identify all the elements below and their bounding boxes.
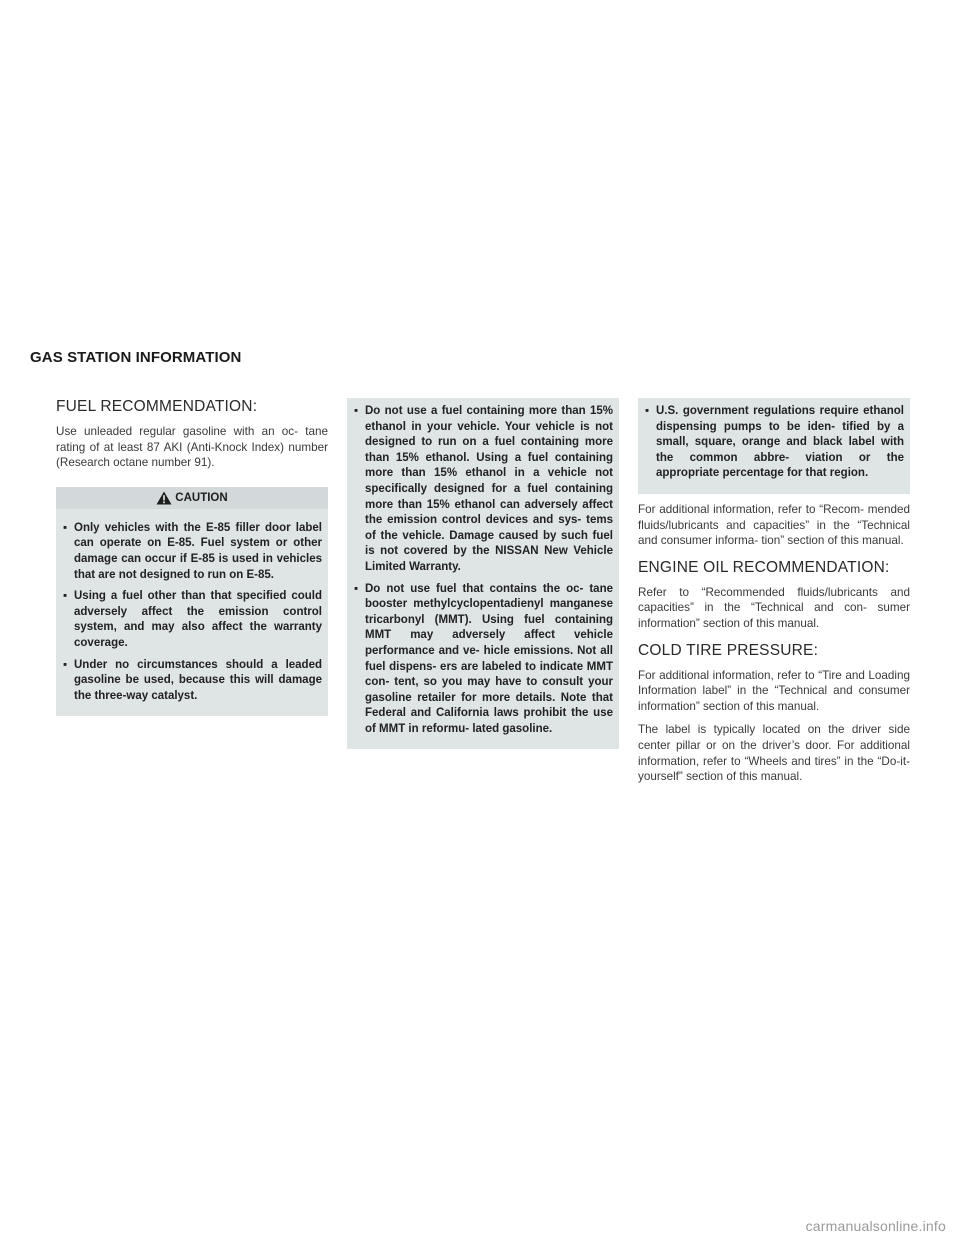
engine-oil-text: Refer to “Recommended fluids/lubricants and capacities” in the “Technical and con- sumer information” section of this manual. [638,585,910,630]
fuel-recommendation-title: FUEL RECOMMENDATION: [56,398,258,415]
tire-text-2: The label is typically located on the driver side center pillar or on the driver’s door. For additional information, refer to “Wheels and tires” in the “Do-it-yourself” section of this manual. [638,723,910,784]
caution-item: ▪ U.S. government regulations require ethanol dispensing pumps to be iden- tified by a small, square, orange and black label with the common abbre- viation or the appropriate percentage for that region. [645,405,904,480]
caution-list [353,404,613,737]
fuel-additional-info: For additional information, refer to “Recom- mended fluids/lubricants and capacities” in the “Technical and consumer informa- tion” section of this manual. [638,502,910,548]
caution-list [644,404,904,482]
caution-item: ▪ Do not use fuel that contains the oc- tane booster methylcyclopentadienyl manganese tricarbonyl (MMT). Using fuel containing MMT may adversely affect vehicle performance and ve- hicle emissions. Not all fuel dispens- ers are labeled to indicate MMT con- tent, so you may have to consult your gasoline retailer for more details. Note that Federal and California laws prohibit the use of MMT in reformu- lated gasoline. [354,582,613,735]
caution-item: ▪ Do not use a fuel containing more than 15% ethanol in your vehicle. Your vehicle is not designed to run on a fuel containing more than 15% ethanol. Using a fuel containing more than 15% ethanol in a vehicle not specifically designed for a fuel containing more than 15% ethanol can adversely affect the emission control devices and sys- tems of the vehicle. Damage caused by such fuel is not covered by the NISSAN New Vehicle Limited Warranty. [354,405,613,573]
warning-triangle-icon [156,491,172,505]
page-heading: GAS STATION INFORMATION [30,349,242,366]
engine-oil-title: ENGINE OIL RECOMMENDATION: [638,558,890,576]
column-1 [56,398,328,716]
fuel-intro-text: Use unleaded regular gasoline with an oc- tane rating of at least 87 AKI (Anti-Knock Index) number (Research octane number 91). [56,425,328,470]
footer-watermark: carmanualsonline.info [805,1218,946,1234]
caution-box [56,487,328,717]
caution-item: ▪ Under no circumstances should a leaded gasoline be used, because this will damage the three-way catalyst. [63,658,322,702]
caution-item: ▪ Using a fuel other than that specified could adversely affect the emission control system, and may also affect the warranty coverage. [63,590,322,649]
caution-box-continued [638,398,910,494]
caution-header [56,487,328,509]
caution-label: CAUTION [175,491,228,504]
caution-item: ▪ Only vehicles with the E-85 filler door label can operate on E-85. Fuel system or other damage can occur if E-85 is used in vehicles that are not designed to run on E-85. [63,521,322,581]
cold-tire-pressure-title: COLD TIRE PRESSURE: [638,641,819,659]
caution-box-continued [347,398,619,749]
column-3 [638,398,910,793]
column-2 [347,398,619,749]
tire-text-1: For additional information, refer to “Tire and Loading Information label” in the “Technical and consumer information” section of this manual. [638,668,910,713]
caution-list [62,513,322,705]
